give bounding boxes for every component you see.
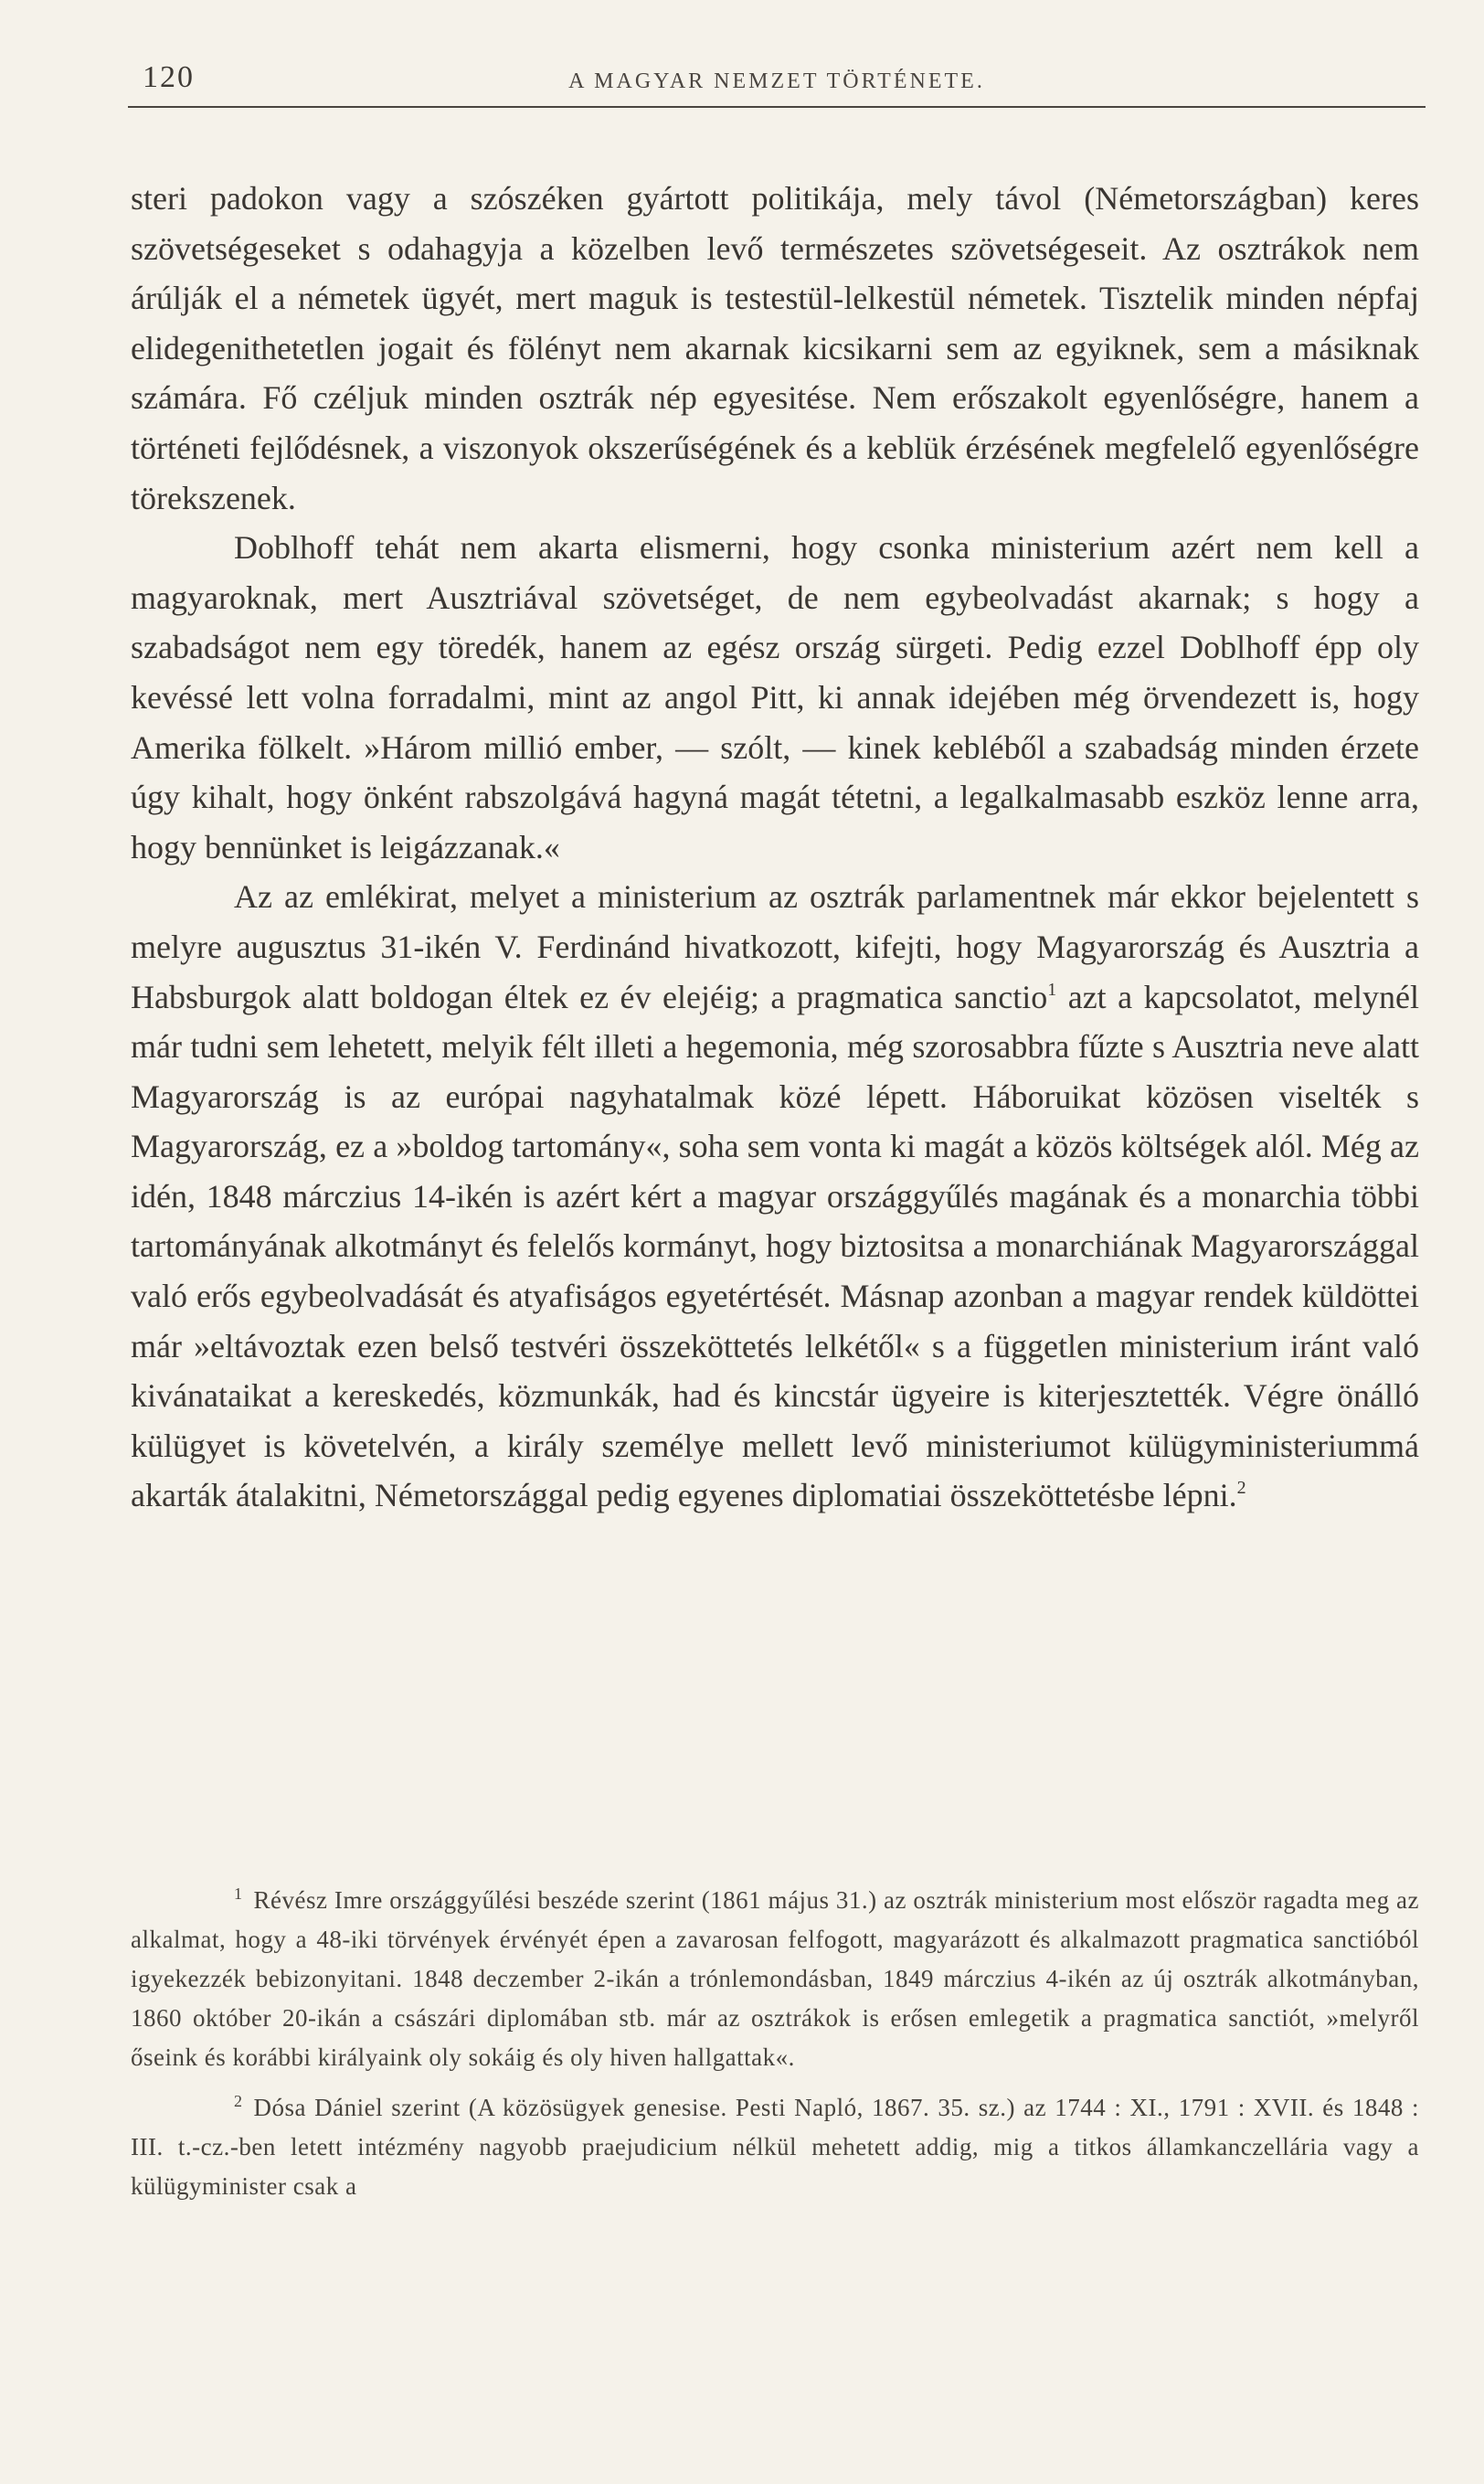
paragraph-1: steri padokon vagy a szószéken gyártott politikája, mely távol (Németországban) keres szövetségeseket s odahagyja a közelben levő természetes szövetségeseit. Az osztrákok nem árúlják el a németek ügyét, mert maguk is testestül-lelkestül németek. Tisztelik minden népfaj elidegenithetetlen jogait és fölényt nem akarnak kicsikarni sem az egyiknek, sem a másiknak számára. Fő czéljuk minden osztrák nép egyesitése. Nem erőszakolt egyenlőségre, hanem a történeti fejlődésnek, a viszonyok okszerűségének és a keblük érzésének megfelelő egyenlőségre törekszenek. bbox=[131, 180, 1419, 516]
page-number: 120 bbox=[143, 60, 195, 94]
paragraph-3-part-a: Az az emlékirat, melyet a ministerium az osztrák parlamentnek már ekkor bejelentett s melyre augusztus 31-ikén V. Ferdinánd hivatkozott, kifejti, hogy Magyarország és Ausztria a Habsburgok alatt boldogan éltek ez év elejéig; a pragmatica sanctio bbox=[131, 878, 1419, 1015]
footnote-ref-2: 2 bbox=[1236, 1478, 1246, 1499]
footnote-1-mark: 1 bbox=[234, 1884, 243, 1903]
footnote-1-text: Révész Imre országgyűlési beszéde szerint (1861 május 31.) az osztrák ministerium most először ragadta meg az alkalmat, hogy a 48-iki törvények érvényét épen a zavarosan felfogott, magyarázott és alkalmazott pragmatica sanctióból igyekezzék bebizonyitani. 1848 deczember 2-ikán a trónlemondásban, 1849 márczius 4-ikén az új osztrák alkotmányban, 1860 október 20-ikán a császári diplomában stb. már az osztrákok is erősen emlegetik a pragmatica sanctiót, »melyről őseink és korábbi királyaink oly sokáig és oly hiven hallgattak«. bbox=[131, 1886, 1419, 2071]
footnote-ref-1: 1 bbox=[1047, 979, 1057, 1000]
footnote-2-mark: 2 bbox=[234, 2092, 243, 2110]
page-header bbox=[128, 55, 1426, 108]
footnote-2-text: Dósa Dániel szerint (A közösügyek genesise. Pesti Napló, 1867. 35. sz.) az 1744 : XI., 1791 : XVII. és 1848 : III. t.-cz.-ben letett intézmény nagyobb praejudicium nélkül mehetett addig, mig a titkos államkanczellária vagy a külügyminister csak a bbox=[131, 2094, 1419, 2200]
footnote-2 bbox=[131, 2088, 1419, 2206]
paragraph-2: Doblhoff tehát nem akarta elismerni, hogy csonka ministerium azért nem kell a magyaroknak, mert Ausztriával szövetséget, de nem egybeolvadást akarnak; s hogy a szabadságot nem egy töredék, hanem az egész ország sürgeti. Pedig ezzel Doblhoff épp oly kevéssé lett volna forradalmi, mint az angol Pitt, ki annak idejében még örvendezett is, hogy Amerika fölkelt. »Három millió ember, — szólt, — kinek kebléből a szabadság minden érzete úgy kihalt, hogy önként rabszolgává hagyná magát tétetni, a legalkalmasabb eszköz lenne arra, hogy bennünket is leigázzanak.« bbox=[131, 529, 1419, 865]
main-text bbox=[131, 174, 1419, 1521]
footnotes bbox=[131, 1881, 1419, 2206]
running-title: A MAGYAR NEMZET TÖRTÉNETE. bbox=[568, 69, 985, 93]
footnote-1 bbox=[131, 1881, 1419, 2077]
paragraph-3-part-b: azt a kapcsolatot, melynél már tudni sem lehetett, melyik félt illeti a hegemonia, még szorosabbra fűzte s Ausztria neve alatt Magyarország is az európai nagyhatalmak közé lépett. Háboruikat közösen viselték s Magyarország, ez a »boldog tartomány«, soha sem vonta ki magát a közös költségek alól. Még az idén, 1848 márczius 14-ikén is azért kért a magyar országgyűlés magának és a monarchia többi tartományának alkotmányt és felelős kormányt, hogy biztositsa a monarchiának Magyarországgal való erős egybeolvadását és atyafiságos egyetértését. Másnap azonban a magyar rendek küldöttei már »eltávoztak ezen belső testvéri összeköttetés lelkétől« s a független ministerium iránt való kivánataikat a kereskedés, közmunkák, had és kincstár ügyeire is kiterjesztették. Végre önálló külügyet is követelvén, a király személye mellett levő ministeriumot külügyministeriummá akarták átalakitni, Németországgal pedig egyenes diplomatiai összeköttetésbe lépni. bbox=[131, 978, 1420, 1514]
paragraph-3 bbox=[131, 872, 1419, 1521]
